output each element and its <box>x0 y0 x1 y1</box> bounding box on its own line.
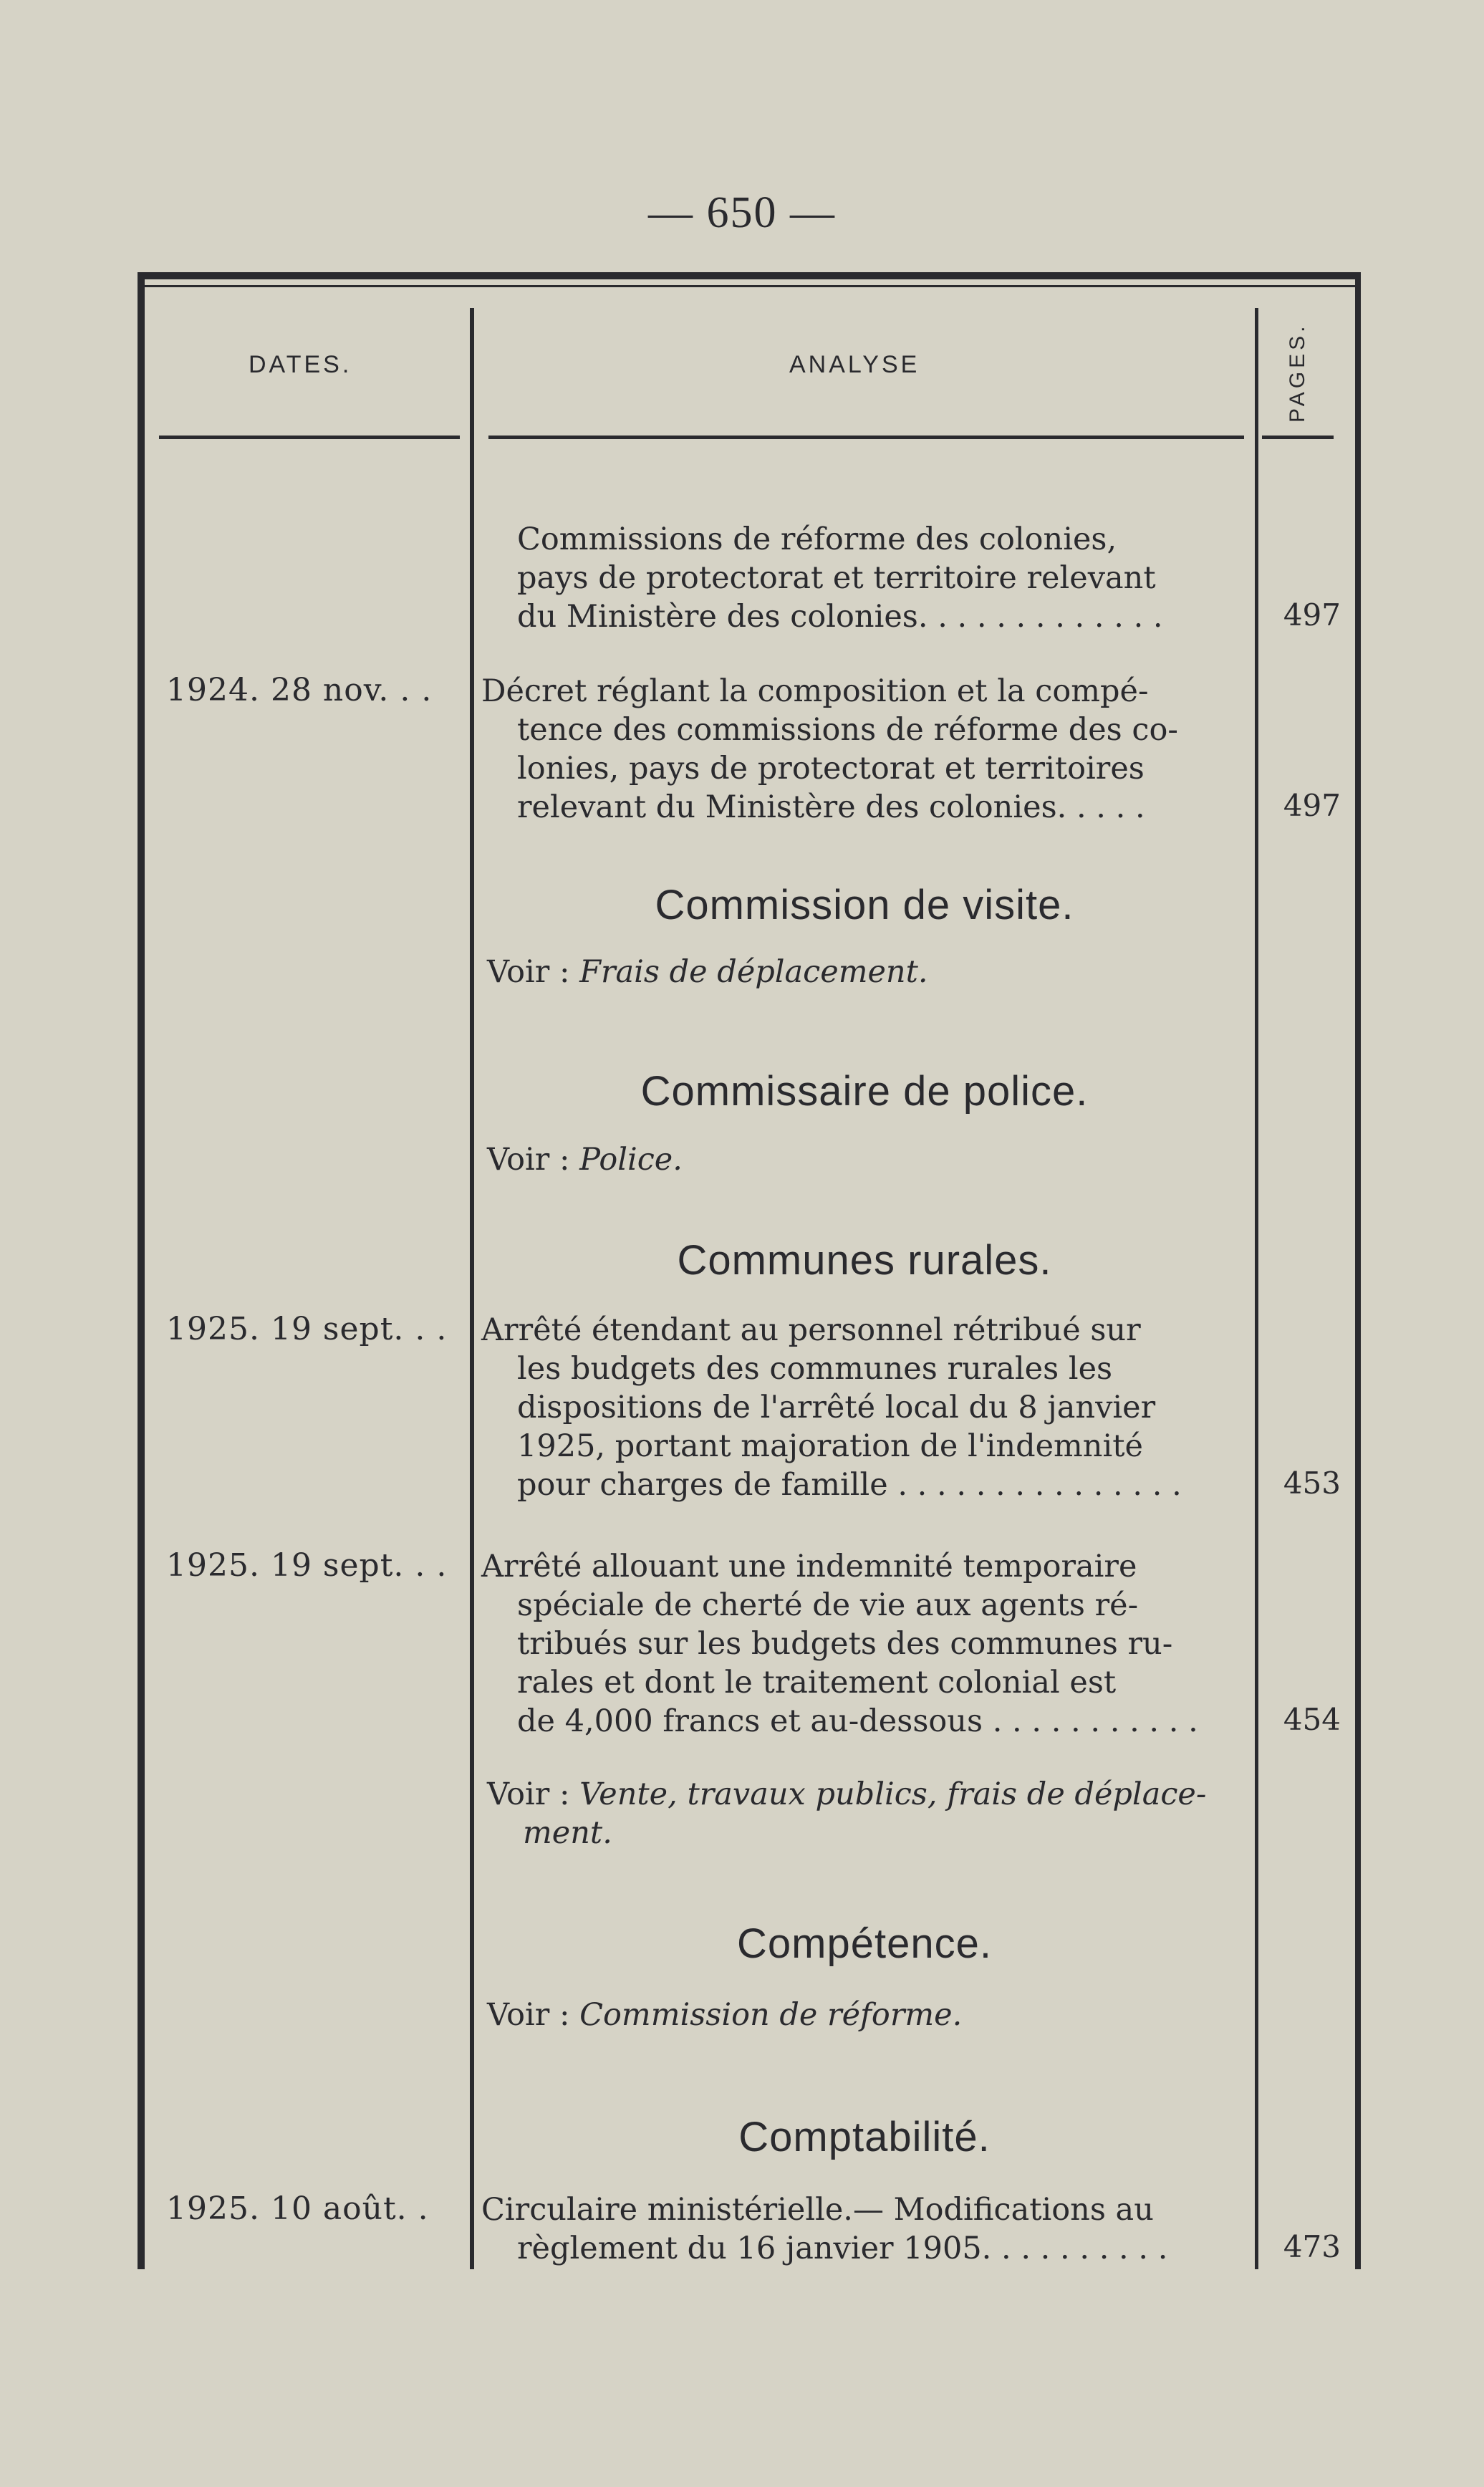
entry-line: Commissions de réforme des colonies, <box>517 521 1117 557</box>
column-header-pages: PAGES. <box>1286 322 1309 423</box>
entry-line: pour charges de famille . . . . . . . . . . . . . . . <box>517 1467 1182 1503</box>
entry-date: 1925. 10 août. . <box>166 2190 429 2227</box>
entry-line: Décret réglant la composition et la compé- <box>481 673 1149 709</box>
column-divider-dates <box>470 308 474 2269</box>
column-header-dates: DATES. <box>249 351 352 378</box>
see-also-prefix: Voir : <box>487 1997 570 2033</box>
entry-circulaire-reglement <box>481 2190 1248 2268</box>
see-also <box>487 953 1246 991</box>
page-reference: 454 <box>1283 1702 1341 1737</box>
entry-line: tribués sur les budgets des communes ru- <box>517 1626 1173 1662</box>
entry-line: du Ministère des colonies. . . . . . . . . . . . . <box>517 599 1163 635</box>
header-rule <box>1262 436 1334 439</box>
see-also-prefix: Voir : <box>487 1142 570 1178</box>
see-also-ref: Vente, travaux publics, frais de déplace- <box>579 1776 1207 1812</box>
entry-date: 1925. 19 sept. . . <box>166 1311 448 1347</box>
entry-line: règlement du 16 janvier 1905. . . . . . . . . . <box>517 2231 1168 2266</box>
entry-line: les budgets des communes rurales les <box>517 1351 1113 1387</box>
entry-date: 1924. 28 nov. . . <box>166 672 433 708</box>
section-heading: Commissaire de police. <box>640 1068 1089 1115</box>
page-number: — 650 — <box>648 188 836 237</box>
entry-commissions-reforme <box>481 520 1283 636</box>
header-rule <box>159 436 460 439</box>
entry-line: spéciale de cherté de vie aux agents ré- <box>517 1587 1139 1623</box>
index-table <box>138 272 1361 2269</box>
section-heading: Communes rurales. <box>677 1237 1052 1284</box>
section-heading: Compétence. <box>737 1920 992 1967</box>
entry-line: relevant du Ministère des colonies. . . . . <box>517 789 1145 825</box>
see-also-prefix: Voir : <box>487 1776 570 1812</box>
entry-arrete-charges-famille <box>481 1311 1248 1504</box>
entry-line: rales et dont le traitement colonial est <box>517 1665 1117 1701</box>
entry-decret-composition <box>481 672 1248 827</box>
column-header-analyse: ANALYSE <box>789 351 920 378</box>
entry-line: Circulaire ministérielle.— Modifications au <box>481 2192 1154 2228</box>
see-also <box>487 1140 1246 1179</box>
entry-line: tence des commissions de réforme des co- <box>517 712 1178 748</box>
page-reference: 497 <box>1283 597 1341 632</box>
entry-line: pays de protectorat et territoire relevant <box>517 560 1156 596</box>
section-heading: Comptabilité. <box>738 2114 991 2160</box>
section-heading: Commission de visite. <box>655 882 1074 928</box>
see-also-ref: Frais de déplacement. <box>579 954 928 990</box>
entry-line: Arrêté allouant une indemnité temporaire <box>481 1549 1137 1584</box>
page-reference: 453 <box>1283 1466 1341 1501</box>
see-also <box>487 1996 1246 2034</box>
entry-line: de 4,000 francs et au-dessous . . . . . . . . . . . <box>517 1703 1198 1739</box>
entry-line: lonies, pays de protectorat et territoires <box>517 751 1145 786</box>
see-also-prefix: Voir : <box>487 954 570 990</box>
entry-arrete-cherte-vie <box>481 1547 1248 1741</box>
see-also-ref: Commission de réforme. <box>579 1997 963 2033</box>
entry-line: Arrêté étendant au personnel rétribué sur <box>481 1312 1141 1348</box>
see-also-ref: ment. <box>523 1815 612 1851</box>
page-reference: 473 <box>1283 2229 1341 2264</box>
see-also-ref: Police. <box>579 1142 683 1178</box>
page-reference: 497 <box>1283 788 1341 823</box>
entry-line: dispositions de l'arrêté local du 8 janvier <box>517 1390 1156 1425</box>
see-also <box>487 1775 1246 1852</box>
entry-date: 1925. 19 sept. . . <box>166 1547 448 1584</box>
entry-line: 1925, portant majoration de l'indemnité <box>517 1428 1143 1464</box>
header-rule <box>488 436 1244 439</box>
